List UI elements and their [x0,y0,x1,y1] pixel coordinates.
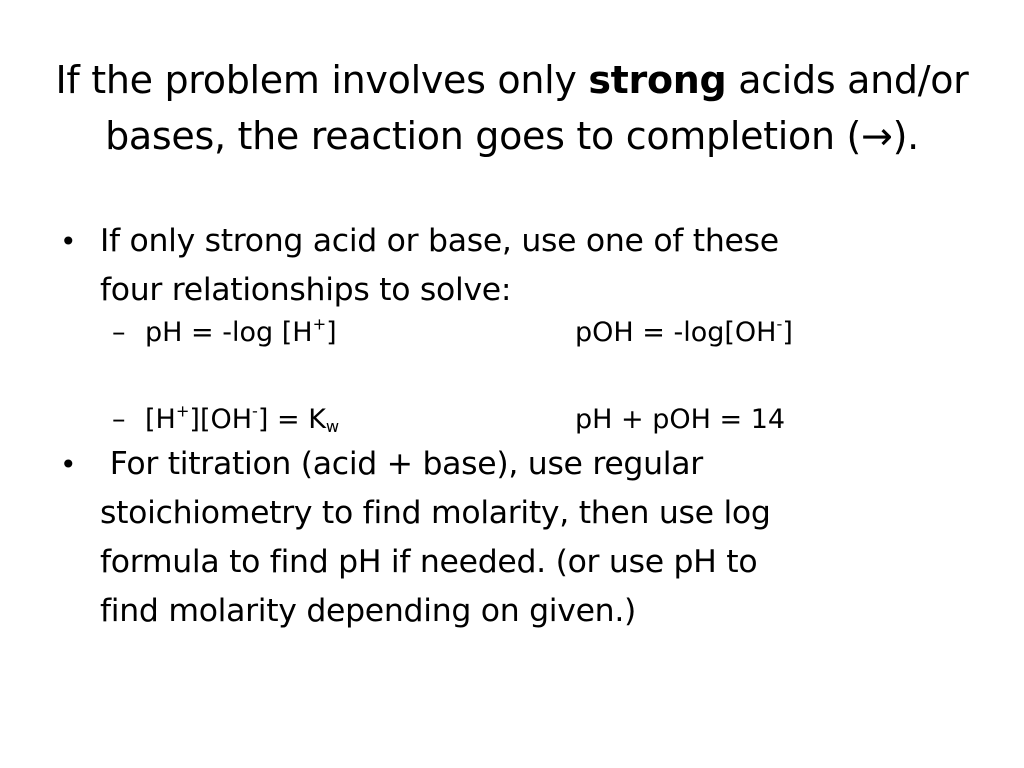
formula-text: pOH = -log[OH [575,317,777,348]
superscript: + [175,401,190,421]
superscript: - [776,314,783,334]
bullet-line: If only strong acid or base, use one of these [100,223,779,259]
bullet-item [56,217,956,315]
formula-sum: pH + pOH = 14 [575,404,786,435]
title-emphasis: strong [588,58,727,102]
slide-title [30,52,994,164]
bullet-line: For titration (acid + base), use regular [100,446,703,482]
title-text: If the problem involves only [55,58,589,102]
title-line-1 [30,52,994,108]
formula-row [56,402,956,438]
superscript: - [252,401,258,421]
title-text: acids and/or [726,58,969,102]
spacer [56,351,956,402]
bullet-icon: • [60,225,77,258]
bullet-item [56,440,956,636]
formula-kw [145,401,340,437]
formula-poh [575,315,793,351]
bullet-line: find molarity depending on given.) [100,593,637,629]
bullet-icon: • [60,448,77,481]
formula-text: ] = K [257,404,326,435]
superscript: + [312,314,327,334]
dash-icon: – [112,317,126,348]
formula-row [56,315,956,351]
dash-icon: – [112,404,126,435]
formula-text: ][OH [189,404,253,435]
bullet-line: formula to find pH if needed. (or use pH to [100,544,758,580]
formula-ph [145,314,337,348]
formula-text: [H [145,404,176,435]
formula-text: ] [326,317,337,348]
formula-text: pH = -log [H [145,317,313,348]
subscript: w [325,417,340,437]
bullet-line: stoichiometry to find molarity, then use log [100,495,771,531]
bullet-line: four relationships to solve: [100,272,512,308]
formula-text: ] [782,317,793,348]
slide-body [56,217,956,636]
title-line-2: bases, the reaction goes to completion (→). [105,114,919,158]
